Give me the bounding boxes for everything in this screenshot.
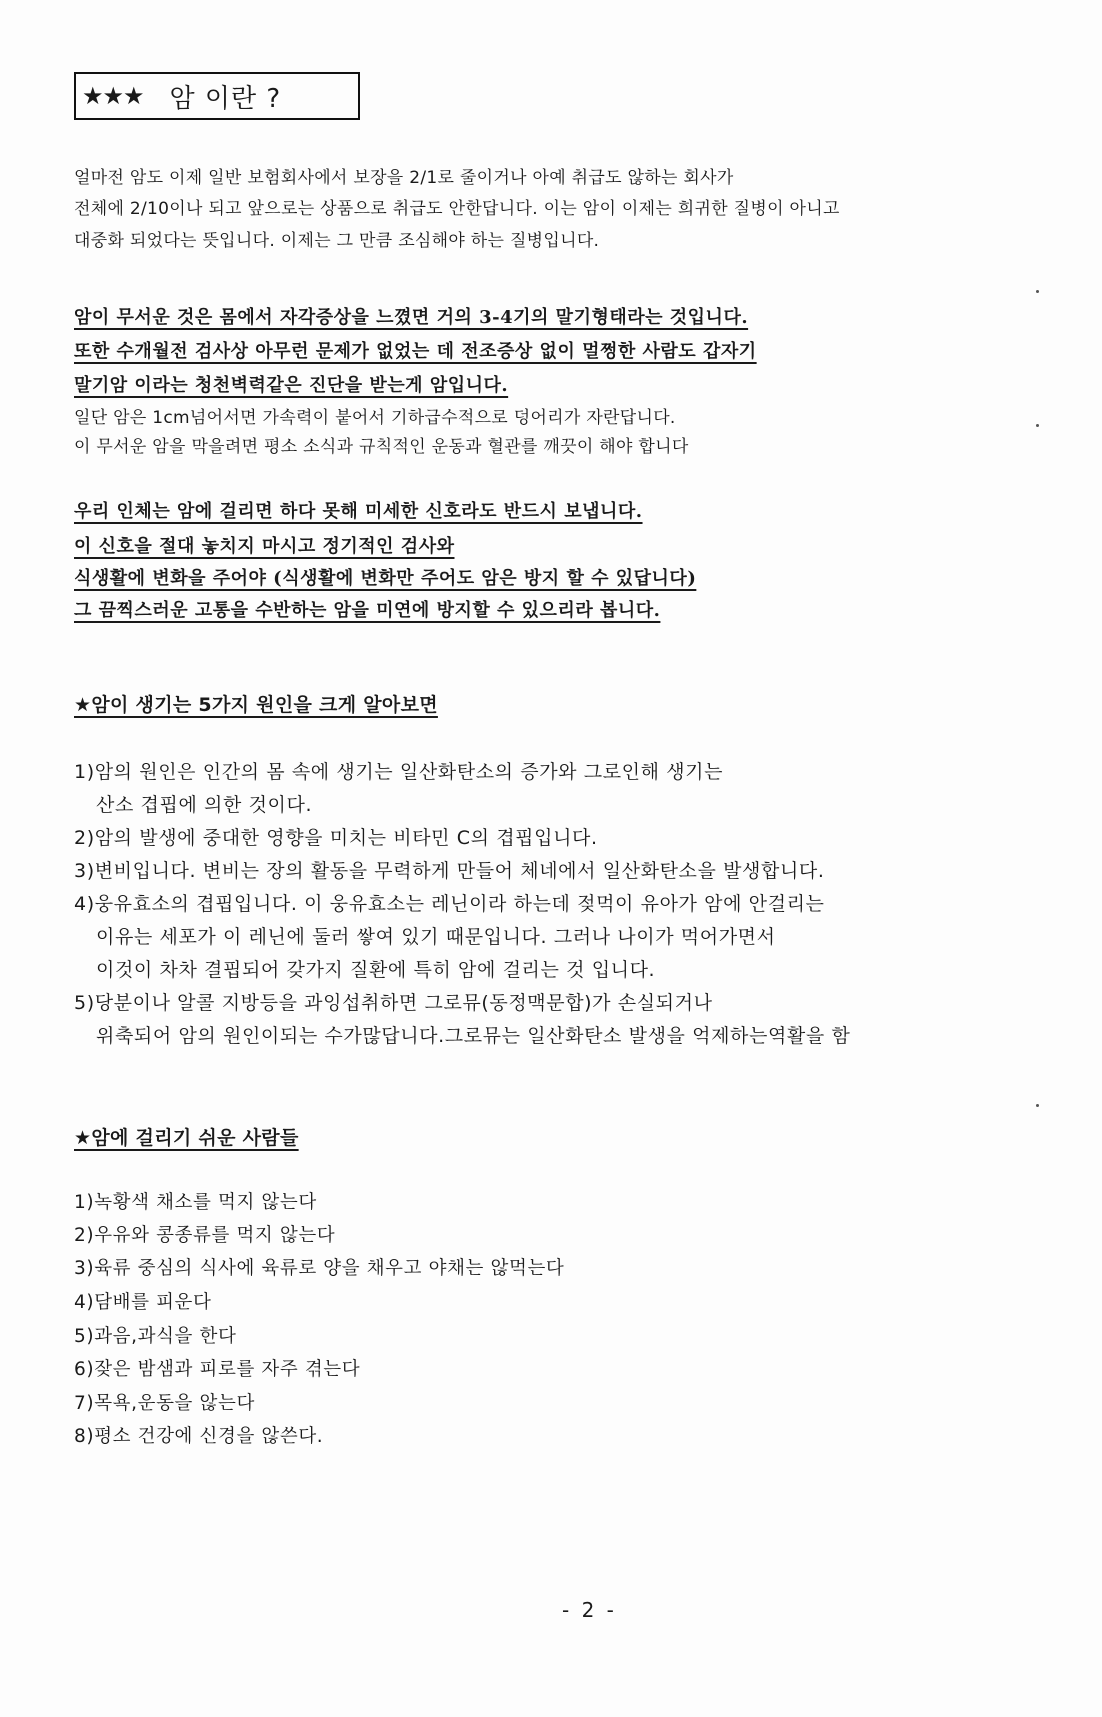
warning-2-line-2: 이 신호을 절대 놓치지 마시고 정기적인 검사와 [74, 536, 455, 557]
warning-1-line-3: 말기암 이라는 청천벽력같은 진단을 받는게 암입니다. [74, 375, 509, 396]
causes-line: 3)변비입니다. 변비는 장의 활동을 무력하게 만들어 체네에서 일산화탄소을 발생합니다. [74, 860, 825, 882]
causes-line: 위축되어 암의 원인이되는 수가많답니다.그로뮤는 일산화탄소 발생을 억제하는역활을 함 [96, 1025, 851, 1047]
page-number: - 2 - [562, 1598, 617, 1622]
risk-list-item: 7)목욕,운동을 않는다 [74, 1393, 255, 1414]
intro-line-1: 얼마전 암도 이제 일반 보험회사에서 보장을 2/1로 줄이거나 아예 취급도 않하는 회사가 [74, 168, 734, 188]
risk-list-item: 2)우유와 콩종류를 먹지 않는다 [74, 1225, 336, 1246]
warning-1-line-2: 또한 수개월전 검사상 아무런 문제가 없었는 데 전조증상 없이 멀쩡한 사람도 갑자기 [74, 341, 757, 362]
intro-line-3: 대중화 되었다는 뜻입니다. 이제는 그 만큼 조심해야 하는 질병입니다. [74, 231, 600, 251]
info-line-2: 이 무서운 암을 막을려면 평소 소식과 규칙적인 운동과 혈관를 깨끗이 해야 합니다 [74, 437, 689, 457]
scan-speck [1036, 424, 1039, 427]
page-title: 암 이란 ? [169, 83, 282, 114]
risk-list-item: 5)과음,과식을 한다 [74, 1326, 237, 1347]
warning-2-line-1: 우리 인체는 암에 걸리면 하다 못해 미세한 신호라도 반드시 보냅니다. [74, 501, 643, 522]
causes-line: 이것이 차차 결핍되어 갖가지 질환에 특히 암에 걸리는 것 입니다. [96, 959, 656, 981]
title-box [74, 72, 360, 120]
risk-list-item: 4)담배를 피운다 [74, 1292, 212, 1313]
risk-list-item: 1)녹황색 채소를 먹지 않는다 [74, 1192, 317, 1213]
causes-line: 5)당분이나 알콜 지방등을 과잉섭취하면 그로뮤(동정맥문합)가 손실되거나 [74, 992, 713, 1014]
intro-line-2: 전체에 2/10이나 되고 앞으로는 상품으로 취급도 안한답니다. 이는 암이 이제는 희귀한 질병이 아니고 [74, 199, 840, 219]
scan-speck [1036, 290, 1039, 293]
risk-list-item: 8)평소 건강에 신경을 않쓴다. [74, 1426, 324, 1447]
risk-list-item: 6)잦은 밤샘과 피로를 자주 겪는다 [74, 1359, 361, 1380]
warning-2-line-3: 식생활에 변화을 주어야 (식생활에 변화만 주어도 암은 방지 할 수 있답니다) [74, 568, 697, 589]
title-stars: ★★★ [82, 82, 144, 110]
scan-speck [1036, 1104, 1039, 1107]
risk-list-item: 3)육류 중심의 식사에 육류로 양을 채우고 야채는 않먹는다 [74, 1258, 565, 1279]
causes-line: 이유는 세포가 이 레닌에 둘러 쌓여 있기 때문입니다. 그러나 나이가 먹어가면서 [96, 926, 776, 948]
causes-heading: ★암이 생기는 5가지 원인을 크게 알아보면 [74, 694, 438, 716]
warning-1-line-1: 암이 무서운 것은 몸에서 자각증상을 느꼈면 거의 3-4기의 말기형태라는 것입니다. [74, 307, 749, 328]
info-line-1: 일단 암은 1cm넘어서면 가속력이 붙어서 기하급수적으로 덩어리가 자란답니다. [74, 408, 676, 428]
causes-line: 산소 겹핍에 의한 것이다. [96, 794, 313, 816]
causes-line: 1)암의 원인은 인간의 몸 속에 생기는 일산화탄소의 증가와 그로인해 생기는 [74, 761, 724, 783]
causes-line: 4)웅유효소의 겹핍입니다. 이 웅유효소는 레닌이라 하는데 젖먹이 유아가 암에 안걸리는 [74, 893, 825, 915]
warning-2-line-4: 그 끔찍스러운 고통을 수반하는 암을 미연에 방지할 수 있으리라 봅니다. [74, 600, 661, 621]
risk-heading: ★암에 걸리기 쉬운 사람들 [74, 1127, 299, 1149]
causes-line: 2)암의 발생에 중대한 영향을 미치는 비타민 C의 겹핍입니다. [74, 827, 598, 849]
